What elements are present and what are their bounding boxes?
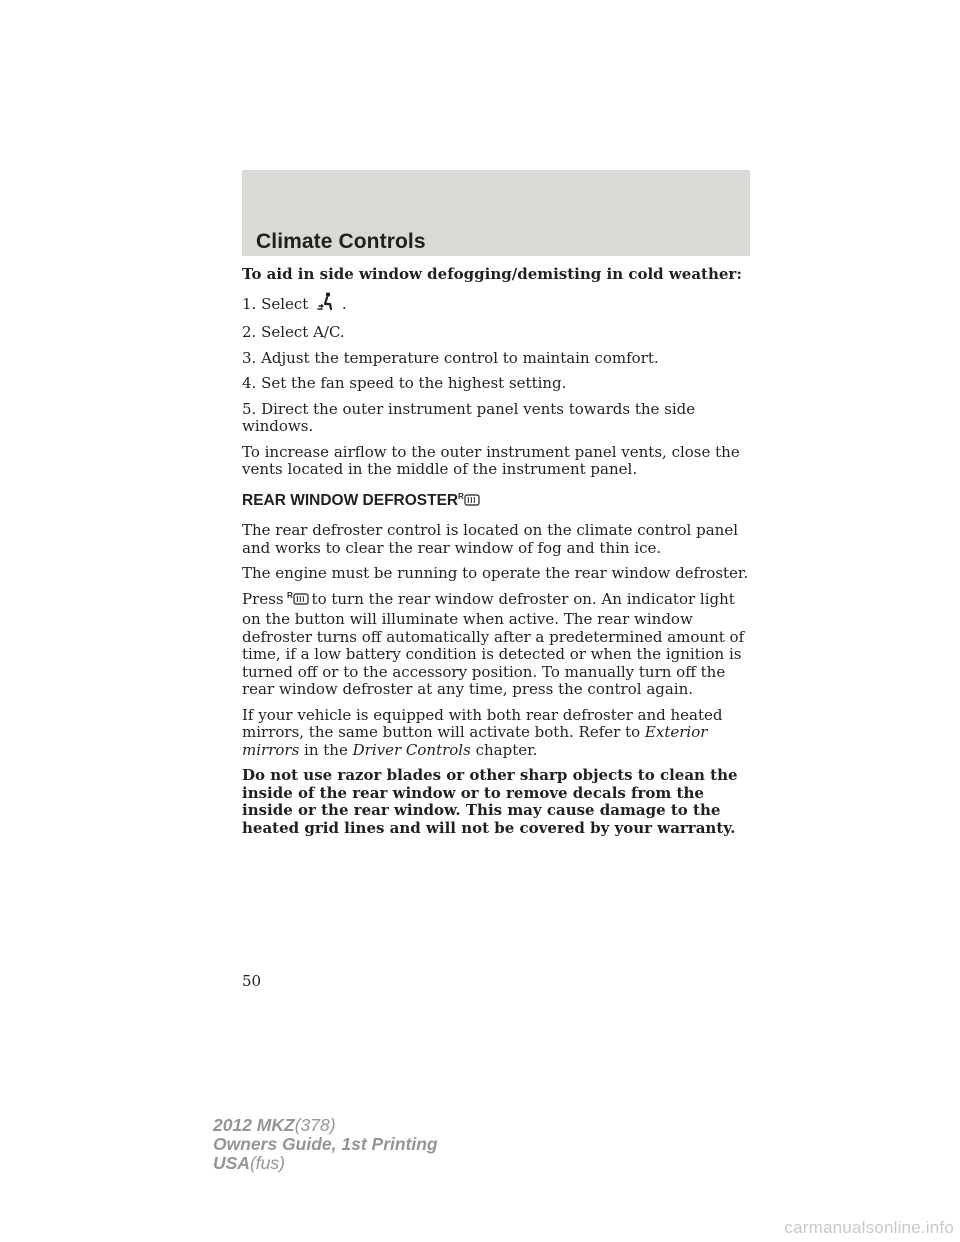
page-content <box>242 266 757 845</box>
press-text: Press <box>242 589 284 608</box>
rear-defrost-icon <box>458 492 480 513</box>
step-1-suffix: . <box>341 294 347 313</box>
footer-code: (378) <box>294 1115 336 1135</box>
step-1-text: 1. Select <box>242 294 309 313</box>
step-5: 5. Direct the outer instrument panel vents towards the side windows. <box>242 399 696 435</box>
step-3: 3. Adjust the temperature control to maintain comfort. <box>242 348 659 367</box>
mirrors-note-text-3: chapter. <box>475 740 538 759</box>
svg-text:R: R <box>286 590 293 600</box>
footer-market: USA <box>213 1153 250 1173</box>
step-2: 2. Select A/C. <box>242 323 345 341</box>
footer-line-3 <box>213 1154 438 1173</box>
defog-intro-heading: To aid in side window defogging/demisting in cold weather: <box>242 265 742 283</box>
svg-text:R: R <box>458 491 464 501</box>
chapter-header <box>242 170 750 256</box>
floor-mode-icon <box>316 292 334 317</box>
airflow-note: To increase airflow to the outer instrument panel vents, close the vents located in the middle of the instrument panel. <box>242 442 740 478</box>
razor-warning: Do not use razor blades or other sharp objects to clean the inside of the rear window or to remove decals from the inside or the rear window. This may cause damage to the heated grid lines and will not be covered by your warranty. <box>242 766 738 837</box>
rear-defroster-location: The rear defroster control is located on the climate control panel and works to clear the rear window of fog and thin ice. <box>242 521 739 557</box>
page-number: 50 <box>242 972 262 990</box>
rear-defroster-heading <box>242 492 757 513</box>
mirrors-note-text: If your vehicle is equipped with both rear defroster and heated mirrors, the same button will activate both. Refer to <box>242 705 723 741</box>
step-4: 4. Set the fan speed to the highest setting. <box>242 374 567 392</box>
footer-model: 2012 MKZ <box>213 1115 295 1135</box>
watermark: carmanualsonline.info <box>784 1218 954 1237</box>
footer-market-code: (fus) <box>249 1153 285 1173</box>
mirrors-note-text-2: in the <box>304 740 348 759</box>
heated-mirrors-note <box>242 707 757 760</box>
operation-text: to turn the rear window defroster on. An indicator light on the button will illuminate when active. The rear window defroster turns off automatically after a predetermined amount of time, if a low battery condition is detected or when the ignition is turned off or to the accessory position. To manually turn off the rear window defroster at any time, press the control again. <box>242 589 745 698</box>
rear-defroster-heading-text: REAR WINDOW DEFROSTER <box>242 491 459 509</box>
print-footer <box>213 1116 438 1173</box>
footer-line-2: Owners Guide, 1st Printing <box>213 1134 438 1154</box>
exterior-mirrors-reference: Exterior mirrors <box>242 723 708 759</box>
footer-line-1 <box>213 1116 438 1135</box>
driver-controls-reference: Driver Controls <box>352 740 471 759</box>
rear-defroster-engine-note: The engine must be running to operate the rear window defroster. <box>242 564 749 582</box>
rear-defrost-icon <box>287 591 309 612</box>
chapter-title: Climate Controls <box>256 230 426 253</box>
step-1 <box>242 292 757 317</box>
rear-defroster-operation <box>242 591 757 699</box>
